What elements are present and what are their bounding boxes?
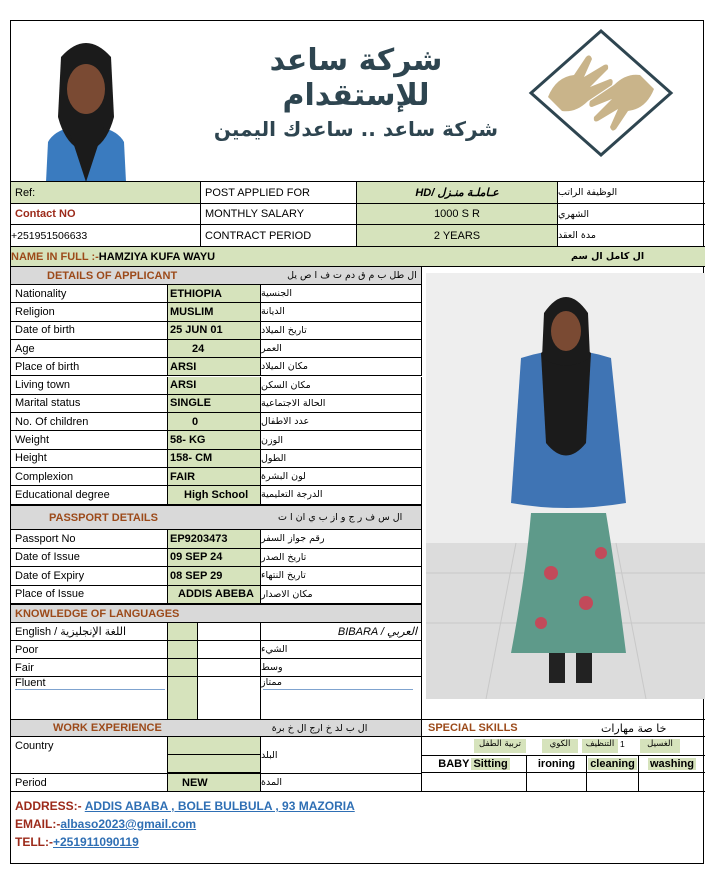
detail-value: 25 JUN 01 xyxy=(167,322,260,340)
post-value: HD/ عـاملـة منـزل xyxy=(357,181,558,203)
skill-value: washing xyxy=(649,758,694,770)
detail-ar: مكان الميلاد xyxy=(260,358,422,376)
skill-cell xyxy=(638,755,705,773)
detail-value: 0 xyxy=(167,413,260,431)
detail-value: ETHIOPIA xyxy=(167,285,260,303)
passport-label: Place of Issue xyxy=(11,586,167,605)
language-label: Fair xyxy=(11,659,167,677)
skill-empty-cell xyxy=(638,773,705,791)
country-ar: البلد xyxy=(260,737,422,773)
detail-value: 24 xyxy=(167,340,260,358)
passport-ar: رقم جواز السفر xyxy=(260,530,422,549)
lang-col1 xyxy=(167,623,197,641)
passport-value: EP9203473 xyxy=(167,530,260,549)
language-col1 xyxy=(167,659,197,677)
language-col2 xyxy=(197,659,260,677)
passport-value: ADDIS ABEBA xyxy=(167,586,260,605)
language-ar: الشيء xyxy=(260,641,422,659)
work-header xyxy=(11,719,422,737)
passport-header xyxy=(11,505,422,530)
detail-label: Complexion xyxy=(11,468,167,486)
lang-col2 xyxy=(197,623,260,641)
details-header xyxy=(11,267,422,285)
fluent-underline-right xyxy=(263,689,413,690)
detail-value: 158- CM xyxy=(167,450,260,468)
detail-value: High School xyxy=(167,486,260,504)
skill-label: BABY xyxy=(438,758,470,770)
detail-value: SINGLE xyxy=(167,395,260,413)
company-name: شركة ساعد للإستقدام xyxy=(269,43,443,113)
name-label: NAME IN FULL :- xyxy=(11,250,99,263)
passport-title-ar: ال س ف ر ج و از ب ي ان ا ت xyxy=(278,512,403,523)
passport-label: Date of Issue xyxy=(11,549,167,568)
detail-label: Religion xyxy=(11,303,167,321)
passport-ar: تاريخ النتهاء xyxy=(260,567,422,586)
languages-title: KNOWLEDGE OF LANGUAGES xyxy=(15,607,180,620)
detail-ar: مكان السكن xyxy=(260,377,422,395)
detail-ar: العمر xyxy=(260,340,422,358)
skill-tag-cleaning: التنظيف xyxy=(582,739,618,753)
skill-cell xyxy=(422,755,526,773)
skill-empty-cell xyxy=(526,773,586,791)
passport-label: Date of Expiry xyxy=(11,567,167,586)
work-title: WORK EXPERIENCE xyxy=(53,722,162,734)
detail-ar: تاريخ الميلاد xyxy=(260,322,422,340)
english-label: English / اللغة الإنجليزية xyxy=(11,623,167,641)
skills-title: SPECIAL SKILLS xyxy=(428,722,518,734)
arabic-label-text: BIBARA / العربي xyxy=(337,626,417,638)
applicant-full-photo xyxy=(426,273,705,699)
email-label: EMAIL:- xyxy=(15,817,61,831)
language-col1 xyxy=(167,677,197,719)
name-ar: ال كامل ال سم xyxy=(571,251,645,262)
detail-ar: الجنسية xyxy=(260,285,422,303)
skill-empty-cell xyxy=(422,773,526,791)
detail-label: Marital status xyxy=(11,395,167,413)
company-slogan: شركة ساعد .. ساعدك اليمين xyxy=(213,117,499,141)
detail-label: Weight xyxy=(11,431,167,449)
address-label: ADDRESS:- xyxy=(15,799,82,813)
contract-value: 2 YEARS xyxy=(357,224,558,246)
skill-tag-count: 1 xyxy=(620,739,625,749)
language-col2 xyxy=(197,677,260,719)
detail-label: Nationality xyxy=(11,285,167,303)
company-logo-text xyxy=(191,43,521,141)
tel-link[interactable]: +251911090119 xyxy=(53,835,139,849)
skill-value: Sitting xyxy=(473,758,508,770)
skill-tag-childcare: تربية الطفل xyxy=(474,739,526,753)
ref-label: Ref: xyxy=(11,181,201,203)
detail-ar: الحالة الاجتماعية xyxy=(260,395,422,413)
fluent-underline xyxy=(15,689,165,690)
language-col2 xyxy=(197,641,260,659)
language-ar: وسط xyxy=(260,659,422,677)
detail-ar: لون البشرة xyxy=(260,468,422,486)
passport-value: 09 SEP 24 xyxy=(167,549,260,568)
detail-ar: الطول xyxy=(260,450,422,468)
skill-value: cleaning xyxy=(590,758,635,770)
country-label: Country xyxy=(15,740,54,752)
tel-label: TELL:- xyxy=(15,835,53,849)
language-label: Fluent xyxy=(15,677,46,689)
language-label: Poor xyxy=(11,641,167,659)
detail-value: ARSI xyxy=(167,377,260,395)
details-title-ar: ال طل ب م ق دم ت ف ا ص يل xyxy=(287,270,417,281)
salary-ar: الشهري xyxy=(558,203,705,224)
contract-label: CONTRACT PERIOD xyxy=(201,224,357,246)
skills-title-ar: خا صة مهارات xyxy=(601,721,667,735)
footer xyxy=(11,791,705,865)
contract-ar: مدة العقد xyxy=(558,224,705,246)
passport-value: 08 SEP 29 xyxy=(167,567,260,586)
skill-cell xyxy=(586,755,638,773)
skill-tag-ironing: الكوي xyxy=(542,739,578,753)
detail-value: ARSI xyxy=(167,358,260,376)
passport-label: Passport No xyxy=(11,530,167,549)
language-ar: ممتاز xyxy=(260,677,422,719)
languages-header xyxy=(11,604,422,623)
detail-label: Living town xyxy=(11,377,167,395)
passport-title: PASSPORT DETAILS xyxy=(49,511,158,524)
arabic-label xyxy=(260,623,422,641)
contact-value: +251951506633 xyxy=(11,224,201,246)
detail-label: Date of birth xyxy=(11,322,167,340)
detail-ar: الديانة xyxy=(260,303,422,321)
detail-value: FAIR xyxy=(167,468,260,486)
detail-label: Height xyxy=(11,450,167,468)
detail-label: Age xyxy=(11,340,167,358)
details-title: DETAILS OF APPLICANT xyxy=(47,269,178,282)
country-value-cell xyxy=(167,737,260,755)
salary-label: MONTHLY SALARY xyxy=(201,203,357,224)
period-ar: المدة xyxy=(260,773,422,791)
detail-ar: الدرجة التعليمية xyxy=(260,486,422,504)
address-value[interactable]: ADDIS ABABA , BOLE BULBULA , 93 MAZORIA xyxy=(84,799,355,813)
country-value-cell-2 xyxy=(167,755,260,773)
detail-value: 58- KG xyxy=(167,431,260,449)
hands-logo-icon xyxy=(526,27,676,159)
passport-ar: تاريخ الصدر xyxy=(260,549,422,568)
skill-cell xyxy=(526,755,586,773)
post-ar: الوظيفة الراتب xyxy=(558,181,705,203)
post-label: POST APPLIED FOR xyxy=(201,181,357,203)
skill-value: ironing xyxy=(537,758,576,770)
skill-tag-washing: الغسيل xyxy=(640,739,680,753)
detail-value: MUSLIM xyxy=(167,303,260,321)
email-link[interactable]: albaso2023@gmail.com xyxy=(60,817,197,831)
name-value: HAMZIYA KUFA WAYU xyxy=(98,250,216,263)
applicant-headshot xyxy=(26,27,146,182)
cv-form xyxy=(10,20,704,864)
detail-label: No. Of children xyxy=(11,413,167,431)
detail-label: Educational degree xyxy=(11,486,167,504)
period-value: NEW xyxy=(167,773,260,791)
skill-empty-cell xyxy=(586,773,638,791)
language-col1 xyxy=(167,641,197,659)
detail-ar: عدد الاطفال xyxy=(260,413,422,431)
detail-label: Place of birth xyxy=(11,358,167,376)
contact-label: Contact NO xyxy=(11,203,201,224)
work-title-ar: ال ب لد خ ارج ال خ برة xyxy=(271,722,368,734)
detail-ar: الوزن xyxy=(260,431,422,449)
salary-value: 1000 S R xyxy=(357,203,558,224)
period-label: Period xyxy=(11,773,167,791)
passport-ar: مكان الاصدار xyxy=(260,586,422,605)
skills-tags-row xyxy=(422,737,705,755)
